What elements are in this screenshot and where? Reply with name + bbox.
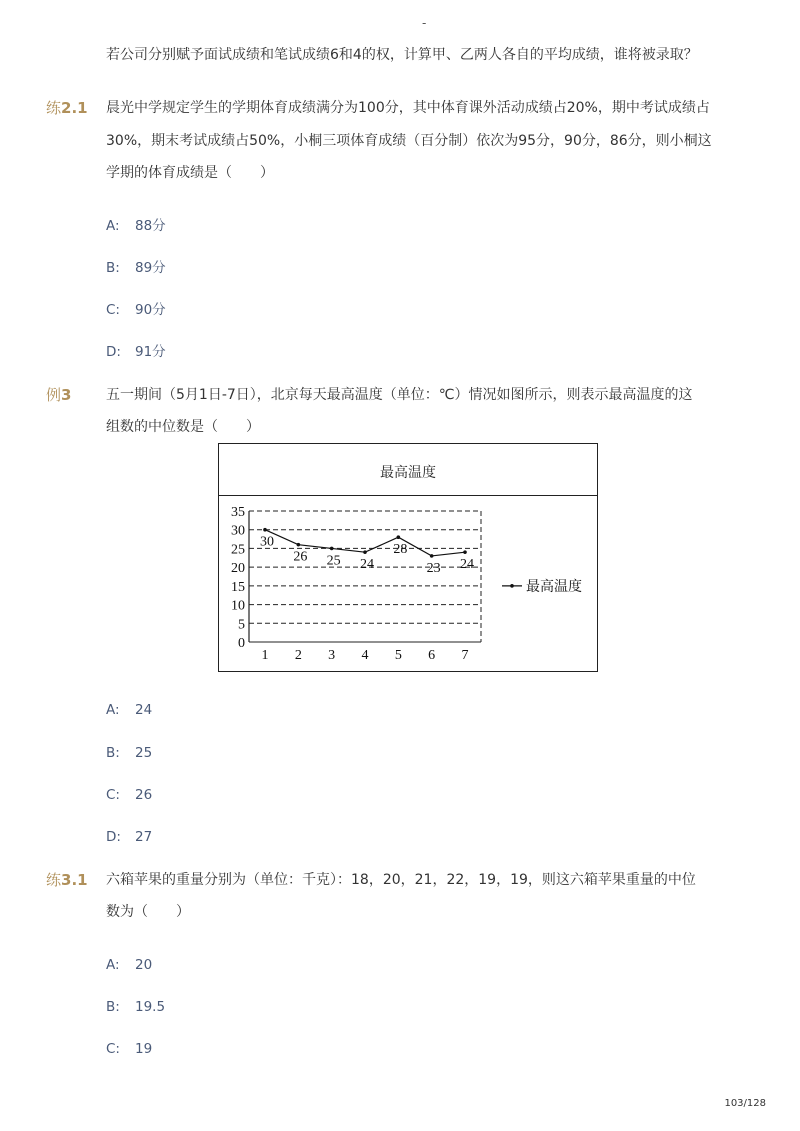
question-text-line: 晨光中学规定学生的学期体育成绩满分为100分，其中体育课外活动成绩占20%，期中考试成绩占 (106, 100, 710, 116)
option-letter: C: (106, 787, 120, 803)
option-c[interactable] (106, 1039, 152, 1059)
data-point (363, 550, 367, 554)
chart-plot (219, 495, 596, 671)
question-prefix: 练 (46, 99, 62, 117)
header-mark: - (422, 16, 427, 30)
option-text: 88分 (135, 218, 166, 234)
option-letter: A: (106, 957, 120, 973)
option-letter: C: (106, 1041, 120, 1057)
question-prefix: 例 (46, 386, 62, 404)
question-text-line: 五一期间（5月1日-7日），北京每天最高温度（单位：℃）情况如图所示，则表示最高温度的这 (106, 387, 693, 403)
y-tick-label: 15 (231, 579, 245, 595)
option-text: 25 (135, 745, 153, 761)
option-text: 19 (135, 1041, 153, 1057)
option-text: 27 (135, 829, 153, 845)
question-label-3-1 (46, 870, 88, 890)
question-text-line: 数为（ ） (106, 904, 190, 920)
question-text-line: 六箱苹果的重量分别为（单位：千克）：18，20，21，22，19，19，则这六箱苹果重量的中位 (106, 872, 696, 888)
chart-title: 最高温度 (380, 465, 436, 481)
option-a[interactable] (106, 700, 152, 720)
option-d[interactable] (106, 827, 152, 847)
x-tick-label: 6 (428, 648, 436, 663)
data-label: 26 (293, 549, 308, 565)
option-text: 90分 (135, 302, 166, 318)
option-letter: B: (106, 745, 120, 761)
option-text: 24 (135, 702, 153, 718)
y-tick-label: 5 (238, 617, 245, 633)
data-label: 23 (426, 560, 441, 576)
y-tick-label: 20 (231, 561, 245, 577)
option-text: 20 (135, 957, 153, 973)
option-letter: B: (106, 999, 120, 1015)
data-point (330, 547, 334, 551)
page-number: 103/128 (724, 1098, 766, 1109)
data-point (263, 528, 267, 532)
option-text: 19.5 (135, 999, 166, 1015)
y-tick-label: 25 (231, 542, 245, 558)
data-label: 25 (326, 553, 341, 569)
question-label-2-1 (46, 98, 88, 118)
option-text: 26 (135, 787, 153, 803)
option-c[interactable] (106, 785, 152, 805)
option-letter: A: (106, 218, 120, 234)
question-number: 3 (61, 386, 72, 404)
data-label: 30 (260, 534, 274, 550)
question-text-line: 学期的体育成绩是（ ） (106, 165, 274, 181)
question-number: 3.1 (61, 871, 88, 889)
data-point (297, 543, 301, 547)
option-text: 91分 (135, 344, 166, 360)
y-tick-label: 35 (231, 505, 245, 520)
option-b[interactable] (106, 258, 166, 278)
option-letter: D: (106, 344, 121, 360)
x-tick-label: 4 (361, 648, 369, 663)
chart-title-row (219, 444, 597, 496)
x-tick-label: 2 (294, 648, 302, 663)
x-tick-label: 7 (461, 648, 469, 663)
question-prefix: 练 (46, 871, 62, 889)
option-letter: D: (106, 829, 121, 845)
question-text-line: 30%，期末考试成绩占50%，小桐三项体育成绩（百分制）依次为95分，90分，86分，则小桐这 (106, 133, 712, 149)
option-text: 89分 (135, 260, 166, 276)
option-b[interactable] (106, 997, 165, 1017)
data-label: 24 (460, 557, 474, 573)
option-a[interactable] (106, 216, 166, 236)
question-number: 2.1 (61, 99, 88, 117)
option-letter: C: (106, 302, 120, 318)
intro-text: 若公司分别赋予面试成绩和笔试成绩6和4的权，计算甲、乙两人各自的平均成绩，谁将被录取？ (106, 47, 698, 63)
option-a[interactable] (106, 955, 152, 975)
x-tick-label: 1 (261, 648, 269, 663)
legend-label: 最高温度 (526, 579, 582, 595)
option-d[interactable] (106, 342, 166, 362)
question-text-line: 组数的中位数是（ ） (106, 419, 260, 435)
question-label-ex3 (46, 385, 71, 405)
legend-marker (510, 584, 514, 588)
data-point (430, 554, 434, 558)
x-tick-label: 5 (394, 648, 402, 663)
data-point (397, 535, 401, 539)
option-letter: B: (106, 260, 120, 276)
option-b[interactable] (106, 743, 152, 763)
y-tick-label: 30 (231, 523, 245, 539)
y-tick-label: 0 (238, 636, 245, 651)
option-letter: A: (106, 702, 120, 718)
data-label: 24 (360, 557, 374, 573)
x-tick-label: 3 (328, 648, 336, 663)
option-c[interactable] (106, 300, 166, 320)
data-point (463, 550, 467, 554)
y-tick-label: 10 (231, 598, 245, 614)
temperature-chart (218, 443, 598, 672)
data-label: 28 (393, 542, 408, 558)
